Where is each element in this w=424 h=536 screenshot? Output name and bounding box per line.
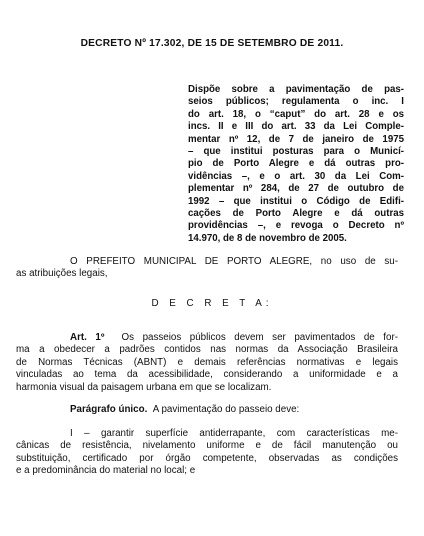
inciso-1-first-line: I – garantir superfície antiderrapante, com características me- <box>70 428 398 439</box>
article-1-first-line <box>16 332 398 344</box>
article-1 <box>16 332 398 394</box>
paragraph-label: Parágrafo único. <box>70 404 148 415</box>
summary-line: cações de Porto Alegre e dá outras <box>188 208 404 220</box>
article-1-line: harmonia visual da paisagem urbana em que se localizam. <box>16 381 272 393</box>
inciso-1 <box>16 428 398 478</box>
paragraph-single <box>16 404 398 416</box>
summary-line: seios públicos; regulamenta o inc. I <box>188 96 404 108</box>
inciso-1-line: e a predominância do material no local; e <box>16 465 196 477</box>
summary-line: incs. II e III do art. 33 da Lei Comple- <box>188 121 404 133</box>
summary-line: mentar nº 12, de 7 de janeiro de 1975 <box>188 133 404 145</box>
summary-line: 1992 – que institui o Código de Edifi- <box>188 195 404 207</box>
inciso-1-line: cânicas de resistência, nivelamento uniforme e de fácil manutenção ou <box>16 440 398 452</box>
article-1-label: Art. 1º <box>70 332 105 343</box>
summary-line: – que institui posturas para o Municí- <box>188 146 404 158</box>
summary-line: providências –, e revoga o Decreto nº <box>188 220 404 232</box>
preamble <box>16 256 398 281</box>
article-1-line: de Normas Técnicas (ABNT) e demais referências normativas e legais <box>16 356 398 368</box>
article-1-line: vinculadas ao tema da acessibilidade, considerando a uniformidade e a <box>16 369 398 381</box>
preamble-line: as atribuições legais, <box>16 268 108 280</box>
paragraph-text: A pavimentação do passeio deve: <box>152 404 300 415</box>
article-1-line: ma a obedecer a padrões contidos nas normas da Associação Brasileira <box>16 344 398 356</box>
summary-line: 14.970, de 8 de novembro de 2005. <box>188 232 347 244</box>
summary-line: plementar nº 284, de 27 de outubro de <box>188 183 404 195</box>
decree-summary <box>188 84 404 245</box>
decreta-heading: D E C R E T A: <box>151 298 273 309</box>
inciso-1-line: substituição, certificado por órgão competente, observadas as condições <box>16 452 398 464</box>
article-1-text: Os passeios públicos devem ser pavimentados de for- <box>121 332 398 343</box>
preamble-line: O PREFEITO MUNICIPAL DE PORTO ALEGRE, no uso de su- <box>70 256 398 267</box>
paragraph-line <box>16 404 398 416</box>
summary-line: vidências –, e o art. 30 da Lei Com- <box>188 170 404 182</box>
summary-line: Dispõe sobre a pavimentação de pas- <box>188 84 404 95</box>
summary-line: do art. 18, o “caput” do art. 28 e os <box>188 108 404 120</box>
summary-line: pio de Porto Alegre e dá outras pro- <box>188 158 404 170</box>
decree-title: DECRETO Nº 17.302, DE 15 DE SETEMBRO DE 2011. <box>80 38 344 49</box>
